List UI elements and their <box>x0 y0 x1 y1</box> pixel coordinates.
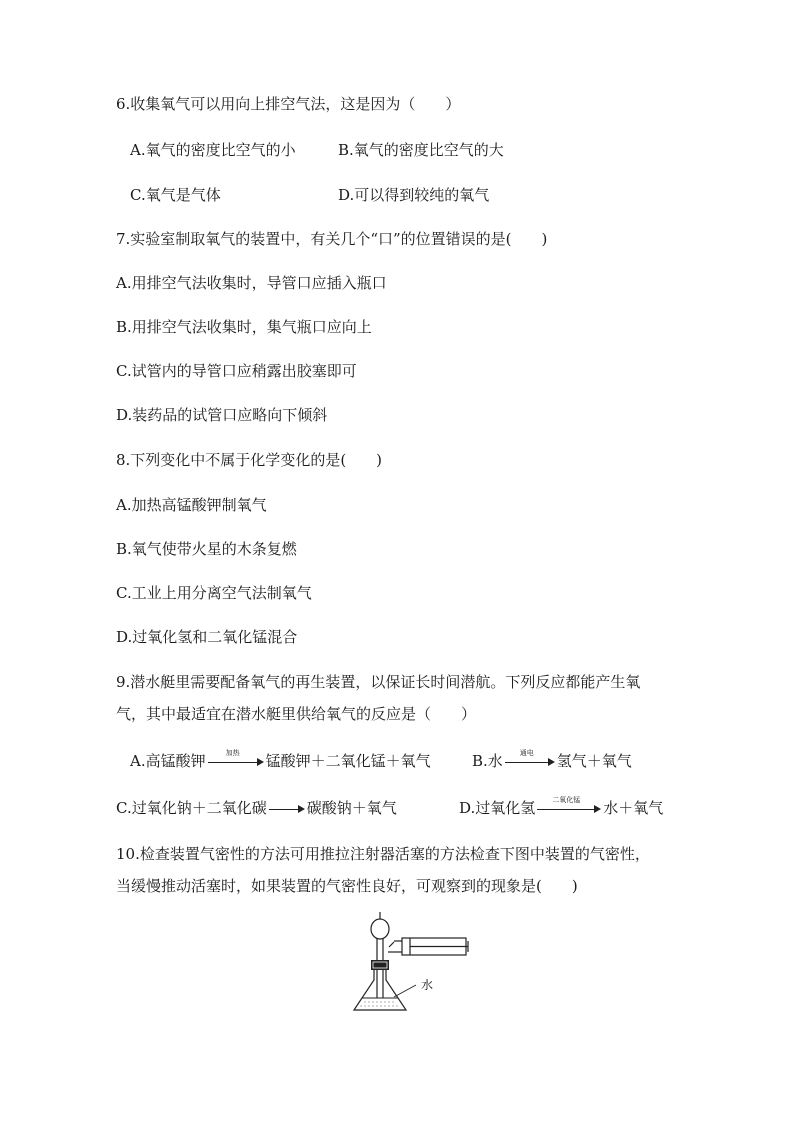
reaction-arrow-icon <box>505 749 555 767</box>
q8-option-a: A.加热高锰酸钾制氧气 <box>116 496 267 514</box>
q8-option-b: B.氧气使带火星的木条复燃 <box>116 540 297 558</box>
q6-option-d: D.可以得到较纯的氧气 <box>338 186 490 204</box>
apparatus-diagram <box>350 910 480 1015</box>
q6-stem: 6.收集氧气可以用向上排空气法，这是因为（ ） <box>116 95 461 113</box>
q9-option-c <box>116 797 397 819</box>
conical-flask <box>354 968 406 1010</box>
q7-stem: 7.实验室制取氧气的装置中，有关几个“口”的位置错误的是( ) <box>116 230 548 248</box>
reaction-arrow-icon <box>537 796 601 814</box>
funnel-bulb <box>371 919 389 939</box>
rubber-stopper <box>371 960 389 970</box>
q9-option-c-reactant: C.过氧化钠＋二氧化碳 <box>116 799 267 817</box>
q7-option-c: C.试管内的导管口应稍露出胶塞即可 <box>116 362 357 380</box>
q6-option-a: A.氧气的密度比空气的小 <box>130 141 296 159</box>
q6-option-c: C.氧气是气体 <box>130 186 221 204</box>
q10-stem-line1: 10.检查装置气密性的方法可用推拉注射器活塞的方法检查下图中装置的气密性， <box>116 845 650 863</box>
water-label: 水 <box>421 978 434 992</box>
q9-option-b-reactant: B.水 <box>472 752 503 770</box>
q8-option-d: D.过氧化氢和二氧化锰混合 <box>116 628 298 646</box>
q8-stem: 8.下列变化中不属于化学变化的是( ) <box>116 451 383 469</box>
q6-option-b: B.氧气的密度比空气的大 <box>338 141 504 159</box>
q7-option-b: B.用排空气法收集时，集气瓶口应向上 <box>116 318 372 336</box>
q9-option-b <box>472 750 632 772</box>
q9-option-b-products: 氢气＋氧气 <box>556 752 632 770</box>
q9-option-d-products: 水＋氧气 <box>603 799 664 817</box>
q9-stem-line1: 9.潜水艇里需要配备氧气的再生装置，以保证长时间潜航。下列反应都能产生氧 <box>116 673 641 691</box>
q9-stem-line2: 气，其中最适宜在潜水艇里供给氧气的反应是（ ） <box>116 705 477 723</box>
q9-option-d-reactant: D.过氧化氢 <box>459 799 536 817</box>
q9-option-d-condition: 二氧化锰 <box>552 796 581 804</box>
q7-option-d: D.装药品的试管口应略向下倾斜 <box>116 406 328 424</box>
reaction-arrow-icon <box>208 749 264 767</box>
q9-option-c-products: 碳酸钠＋氧气 <box>306 799 397 817</box>
q9-option-b-condition: 通电 <box>519 749 534 757</box>
label-leader <box>394 985 416 997</box>
q7-option-a: A.用排空气法收集时，导管口应插入瓶口 <box>116 274 387 292</box>
q9-option-a-condition: 加热 <box>225 749 240 757</box>
side-tube-diagonal <box>389 942 394 947</box>
q9-option-a <box>130 750 431 772</box>
reaction-arrow-icon <box>269 804 305 814</box>
q9-option-d <box>459 797 663 819</box>
q8-option-c: C.工业上用分离空气法制氧气 <box>116 584 312 602</box>
q9-option-a-reactant: A.高锰酸钾 <box>130 752 206 770</box>
q10-stem-line2: 当缓慢推动活塞时，如果装置的气密性良好，可观察到的现象是( ) <box>116 877 578 895</box>
q9-option-a-products: 锰酸钾＋二氧化锰＋氧气 <box>265 752 431 770</box>
